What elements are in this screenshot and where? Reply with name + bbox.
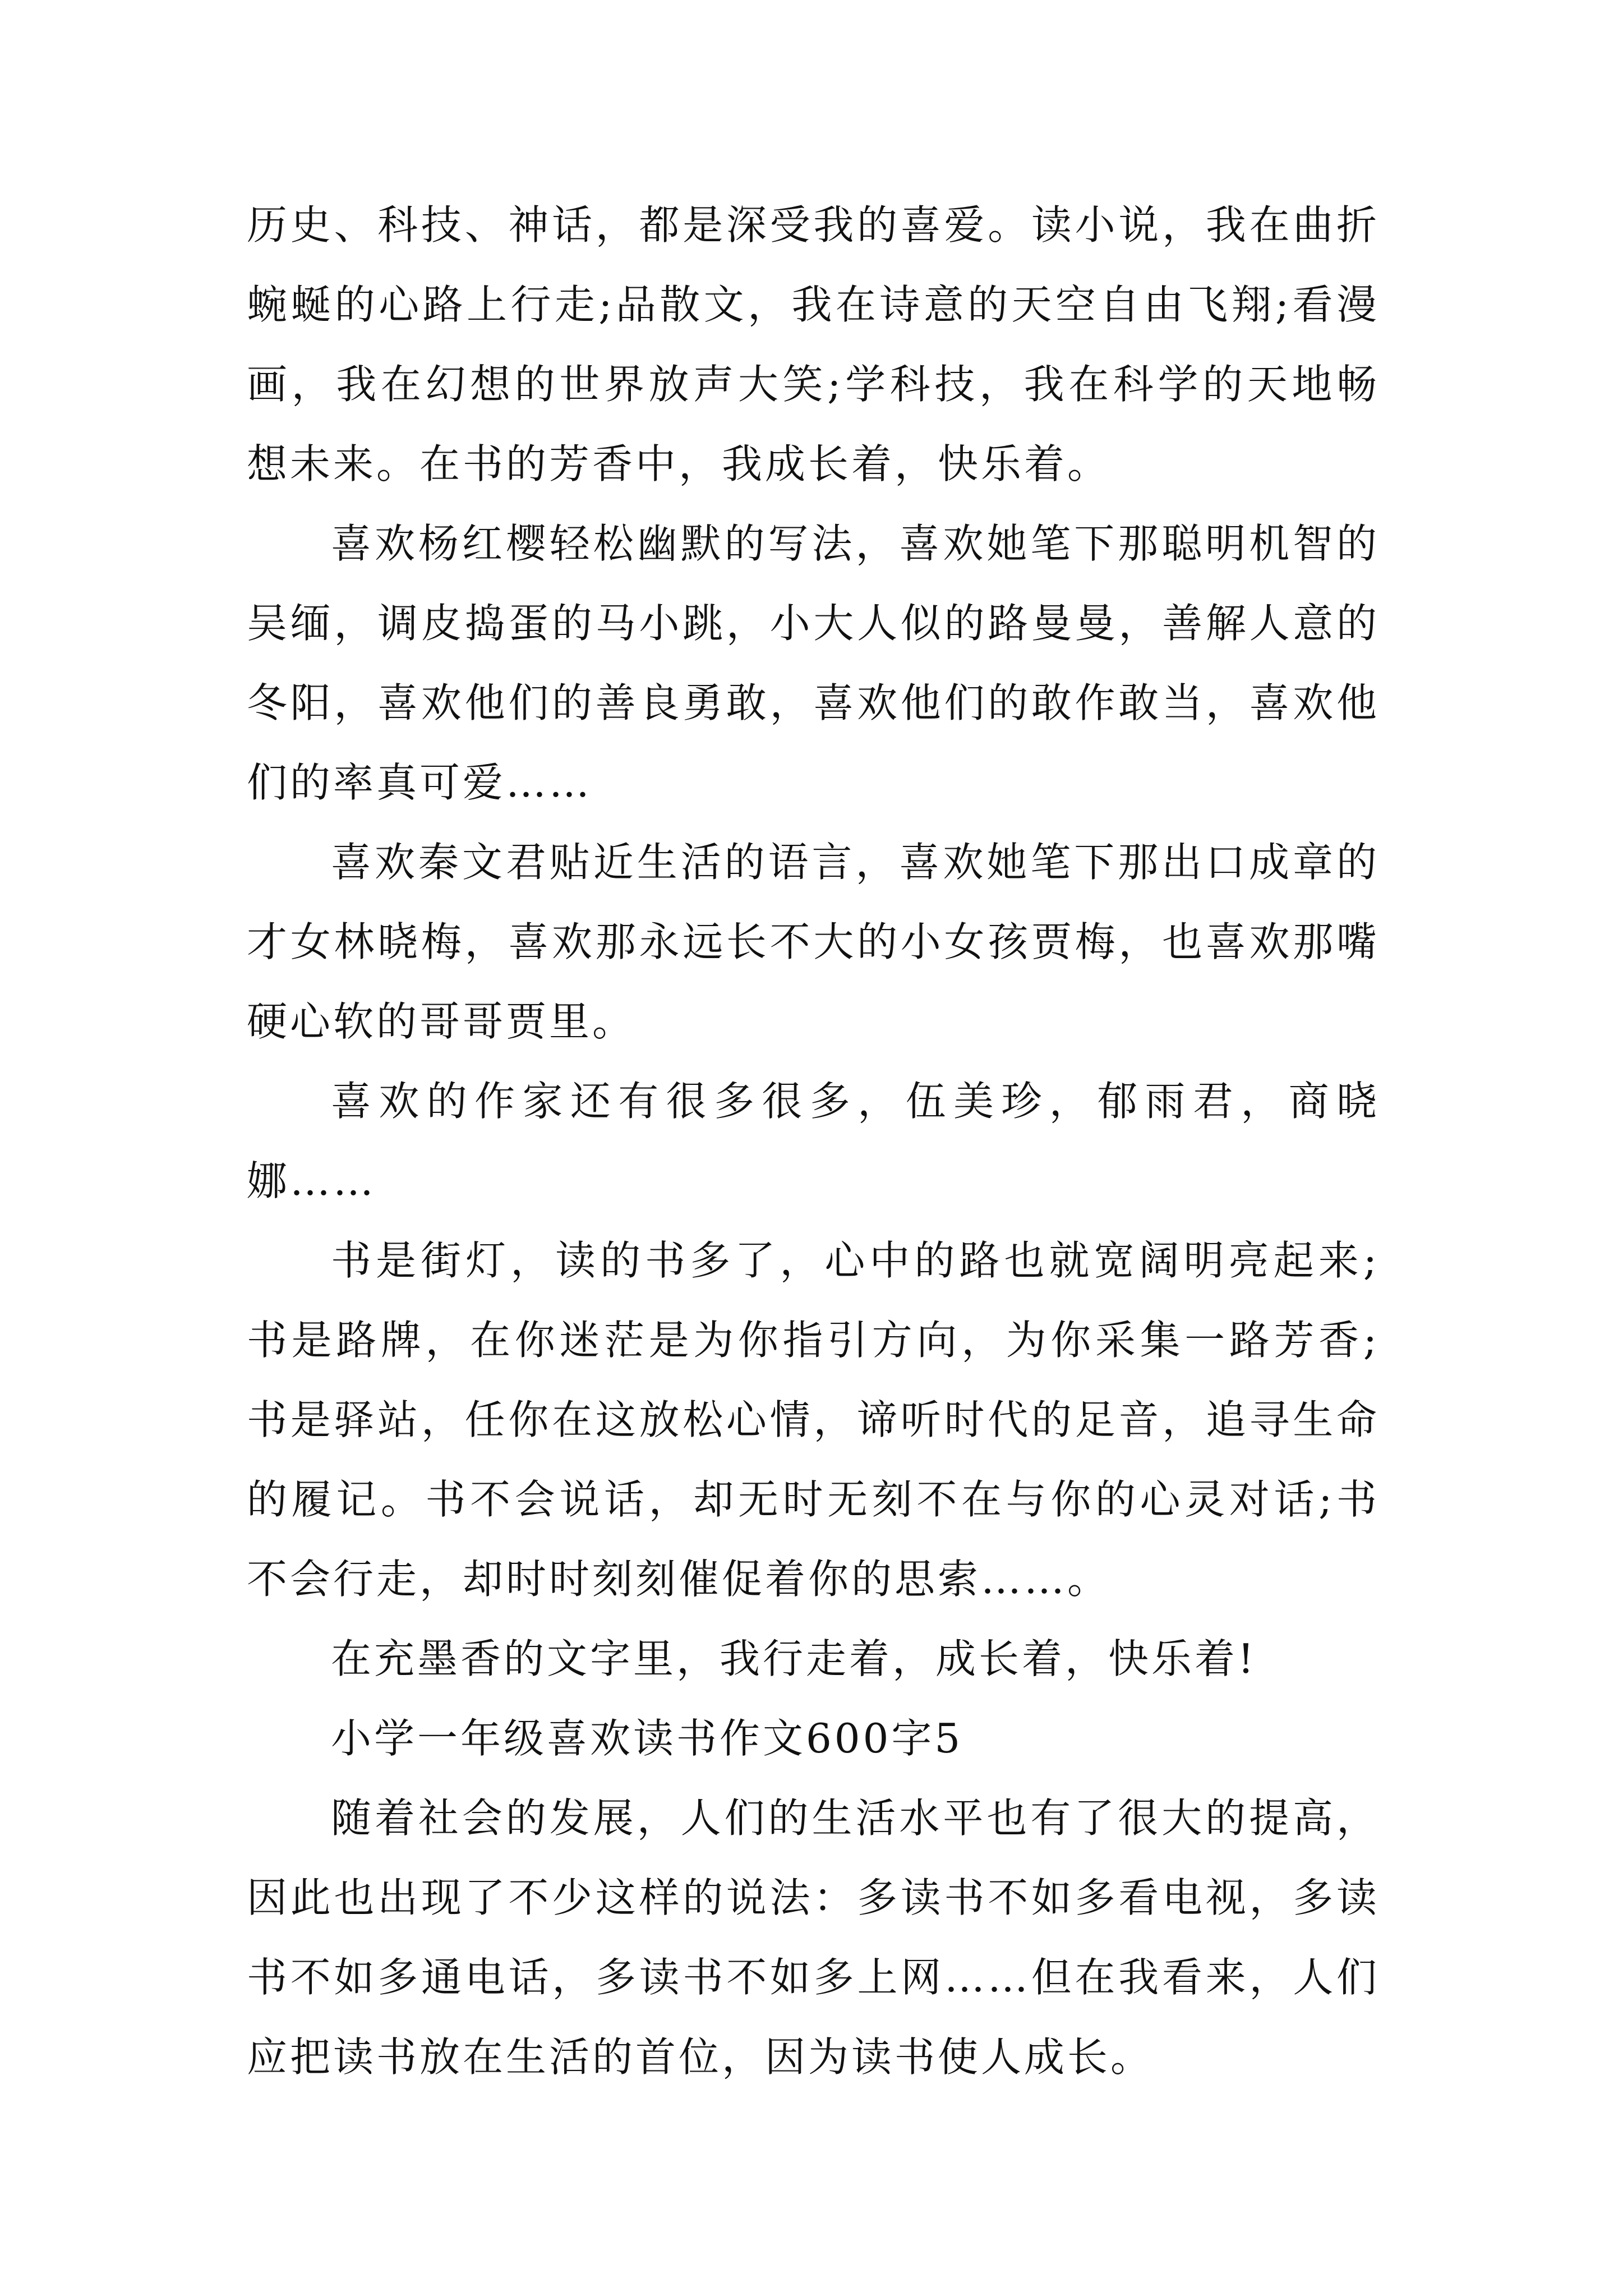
paragraph-other-authors: 喜欢的作家还有很多很多，伍美珍，郁雨君，商晓娜…… bbox=[247, 1078, 1380, 1204]
paragraph-reading-genres: 历史、科技、神话，都是深受我的喜爱。读小说，我在曲折蜿蜒的心路上行走;品散文，我在诗意的天空自由飞翔;看漫画，我在幻想的世界放声大笑;学科技，我在科学的天地畅想未来。在书的芳香中，我成长着，快乐着。 bbox=[247, 201, 1380, 487]
paragraph-books-metaphor: 书是街灯，读的书多了，心中的路也就宽阔明亮起来;书是路牌，在你迷茫是为你指引方向，为你采集一路芳香;书是驿站，任你在这放松心情，谛听时代的足音，追寻生命的履记。书不会说话，却无时无刻不在与你的心灵对话;书不会行走，却时时刻刻催促着你的思索……。 bbox=[247, 1237, 1380, 1603]
section-title: 小学一年级喜欢读书作文600字5 bbox=[331, 1715, 963, 1762]
document-body bbox=[247, 185, 1380, 2097]
paragraph-conclusion: 在充墨香的文字里，我行走着，成长着，快乐着! bbox=[331, 1635, 1257, 1682]
paragraph-qin-wenjun: 喜欢秦文君贴近生活的语言，喜欢她笔下那出口成章的才女林晓梅，喜欢那永远长不大的小女孩贾梅，也喜欢那嘴硬心软的哥哥贾里。 bbox=[247, 839, 1380, 1045]
paragraph-yang-hongying: 喜欢杨红樱轻松幽默的写法，喜欢她笔下那聪明机智的吴缅，调皮捣蛋的马小跳，小大人似的路曼曼，善解人意的冬阳，喜欢他们的善良勇敢，喜欢他们的敢作敢当，喜欢他们的率真可爱…… bbox=[247, 520, 1380, 806]
paragraph-essay-5-intro: 随着社会的发展，人们的生活水平也有了很大的提高，因此也出现了不少这样的说法：多读书不如多看电视，多读书不如多通电话，多读书不如多上网……但在我看来，人们应把读书放在生活的首位，因为读书使人成长。 bbox=[247, 1795, 1380, 2081]
